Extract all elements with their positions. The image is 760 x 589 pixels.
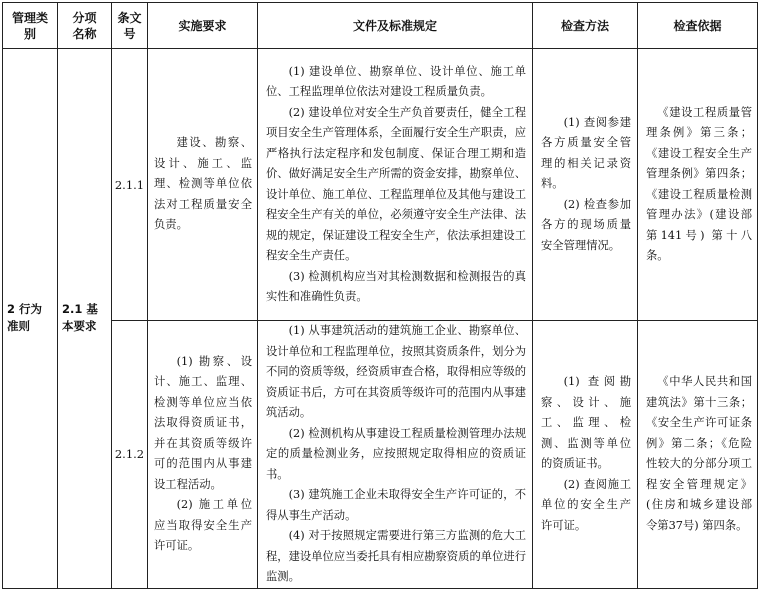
requirement-cell	[148, 321, 258, 589]
check-method-paragraph: (2) 查阅施工单位的安全生产许可证。	[541, 477, 631, 532]
standards-paragraph: (4) 对于按照规定需要进行第三方监测的危大工程，建设单位应当委托具有相应勘察资质的单位进行监测。	[266, 529, 526, 583]
header-basis: 检查依据	[638, 3, 758, 49]
requirement-paragraph: 建设、勘察、设计、施工、监理、检测等单位依法对工程质量安全负责。	[154, 136, 252, 232]
check-method-cell	[533, 321, 638, 589]
header-sub-item: 分项名称	[58, 3, 112, 49]
inspection-standards-table	[2, 2, 758, 589]
requirement-paragraph: (2) 施工单位应当取得安全生产许可证。	[154, 498, 252, 553]
table-row	[3, 321, 758, 589]
check-method-paragraph: (2) 检查参加各方的现场质量安全管理情况。	[541, 197, 631, 252]
header-check-method: 检查方法	[533, 3, 638, 49]
check-method-paragraph: (1) 查阅勘察、设计、施工、监理、检测、监测等单位的资质证书。	[541, 375, 631, 471]
standards-paragraph: (3) 检测机构应当对其检测数据和检测报告的真实性和准确性负责。	[266, 269, 526, 303]
basis-paragraph: 《建设工程质量管理条例》第三条；《建设工程安全生产管理条例》第四条；《建设工程质量检测管理办法》(建设部第141号) 第十八条。	[646, 105, 752, 262]
standards-cell	[258, 49, 533, 321]
header-category: 管理类别	[3, 3, 58, 49]
standards-paragraph: (1) 从事建筑活动的建筑施工企业、勘察单位、设计单位和工程监理单位，按照其资质条件，划分为不同的资质等级，经资质审查合格，取得相应等级的资质证书后，方可在其资质等级许可的范围内从事建筑活动。	[266, 324, 526, 419]
standards-paragraph: (2) 检测机构从事建设工程质量检测管理办法规定的质量检测业务，应按照规定取得相应的资质证书。	[266, 426, 526, 481]
basis-cell	[638, 321, 758, 589]
standards-cell	[258, 321, 533, 589]
header-row	[3, 3, 758, 49]
check-method-cell	[533, 49, 638, 321]
sub-item-cell: 2.1 基本要求	[58, 49, 112, 589]
basis-cell	[638, 49, 758, 321]
header-clause-no: 条文号	[112, 3, 148, 49]
clause-number: 2.1.2	[112, 321, 148, 589]
header-requirement: 实施要求	[148, 3, 258, 49]
standards-paragraph: (2) 建设单位对安全生产负首要责任，健全工程项目安全生产管理体系，全面履行安全生产职责，应严格执行法定程序和发包制度、保证合理工期和造价、做好满足安全生产所需的资金安排，勘察单位、设计单位、施工单位、工程监理单位及其他与建设工程安全生产有关的单位，必须遵守安全生产法律、法规的规定，保证建设工程安全生产，依法承担建设工程安全生产责任。	[266, 105, 526, 262]
basis-paragraph: 《中华人民共和国建筑法》第十三条；《安全生产许可证条例》第二条；《危险性较大的分部分项工程安全管理规定》(住房和城乡建设部令第37号) 第四条。	[646, 375, 752, 532]
clause-number: 2.1.1	[112, 49, 148, 321]
requirement-cell	[148, 49, 258, 321]
table-row	[3, 49, 758, 321]
category-cell: 2 行为准则	[3, 49, 58, 589]
requirement-paragraph: (1) 勘察、设计、施工、监理、检测等单位应当依法取得资质证书，并在其资质等级许可的范围内从事建设工程活动。	[154, 354, 252, 491]
check-method-paragraph: (1) 查阅参建各方质量安全管理的相关记录资料。	[541, 115, 631, 191]
standards-paragraph: (3) 建筑施工企业未取得安全生产许可证的，不得从事生产活动。	[266, 488, 526, 522]
standards-paragraph: (1) 建设单位、勘察单位、设计单位、施工单位、工程监理单位依法对建设工程质量负责。	[266, 64, 526, 98]
header-standards: 文件及标准规定	[258, 3, 533, 49]
